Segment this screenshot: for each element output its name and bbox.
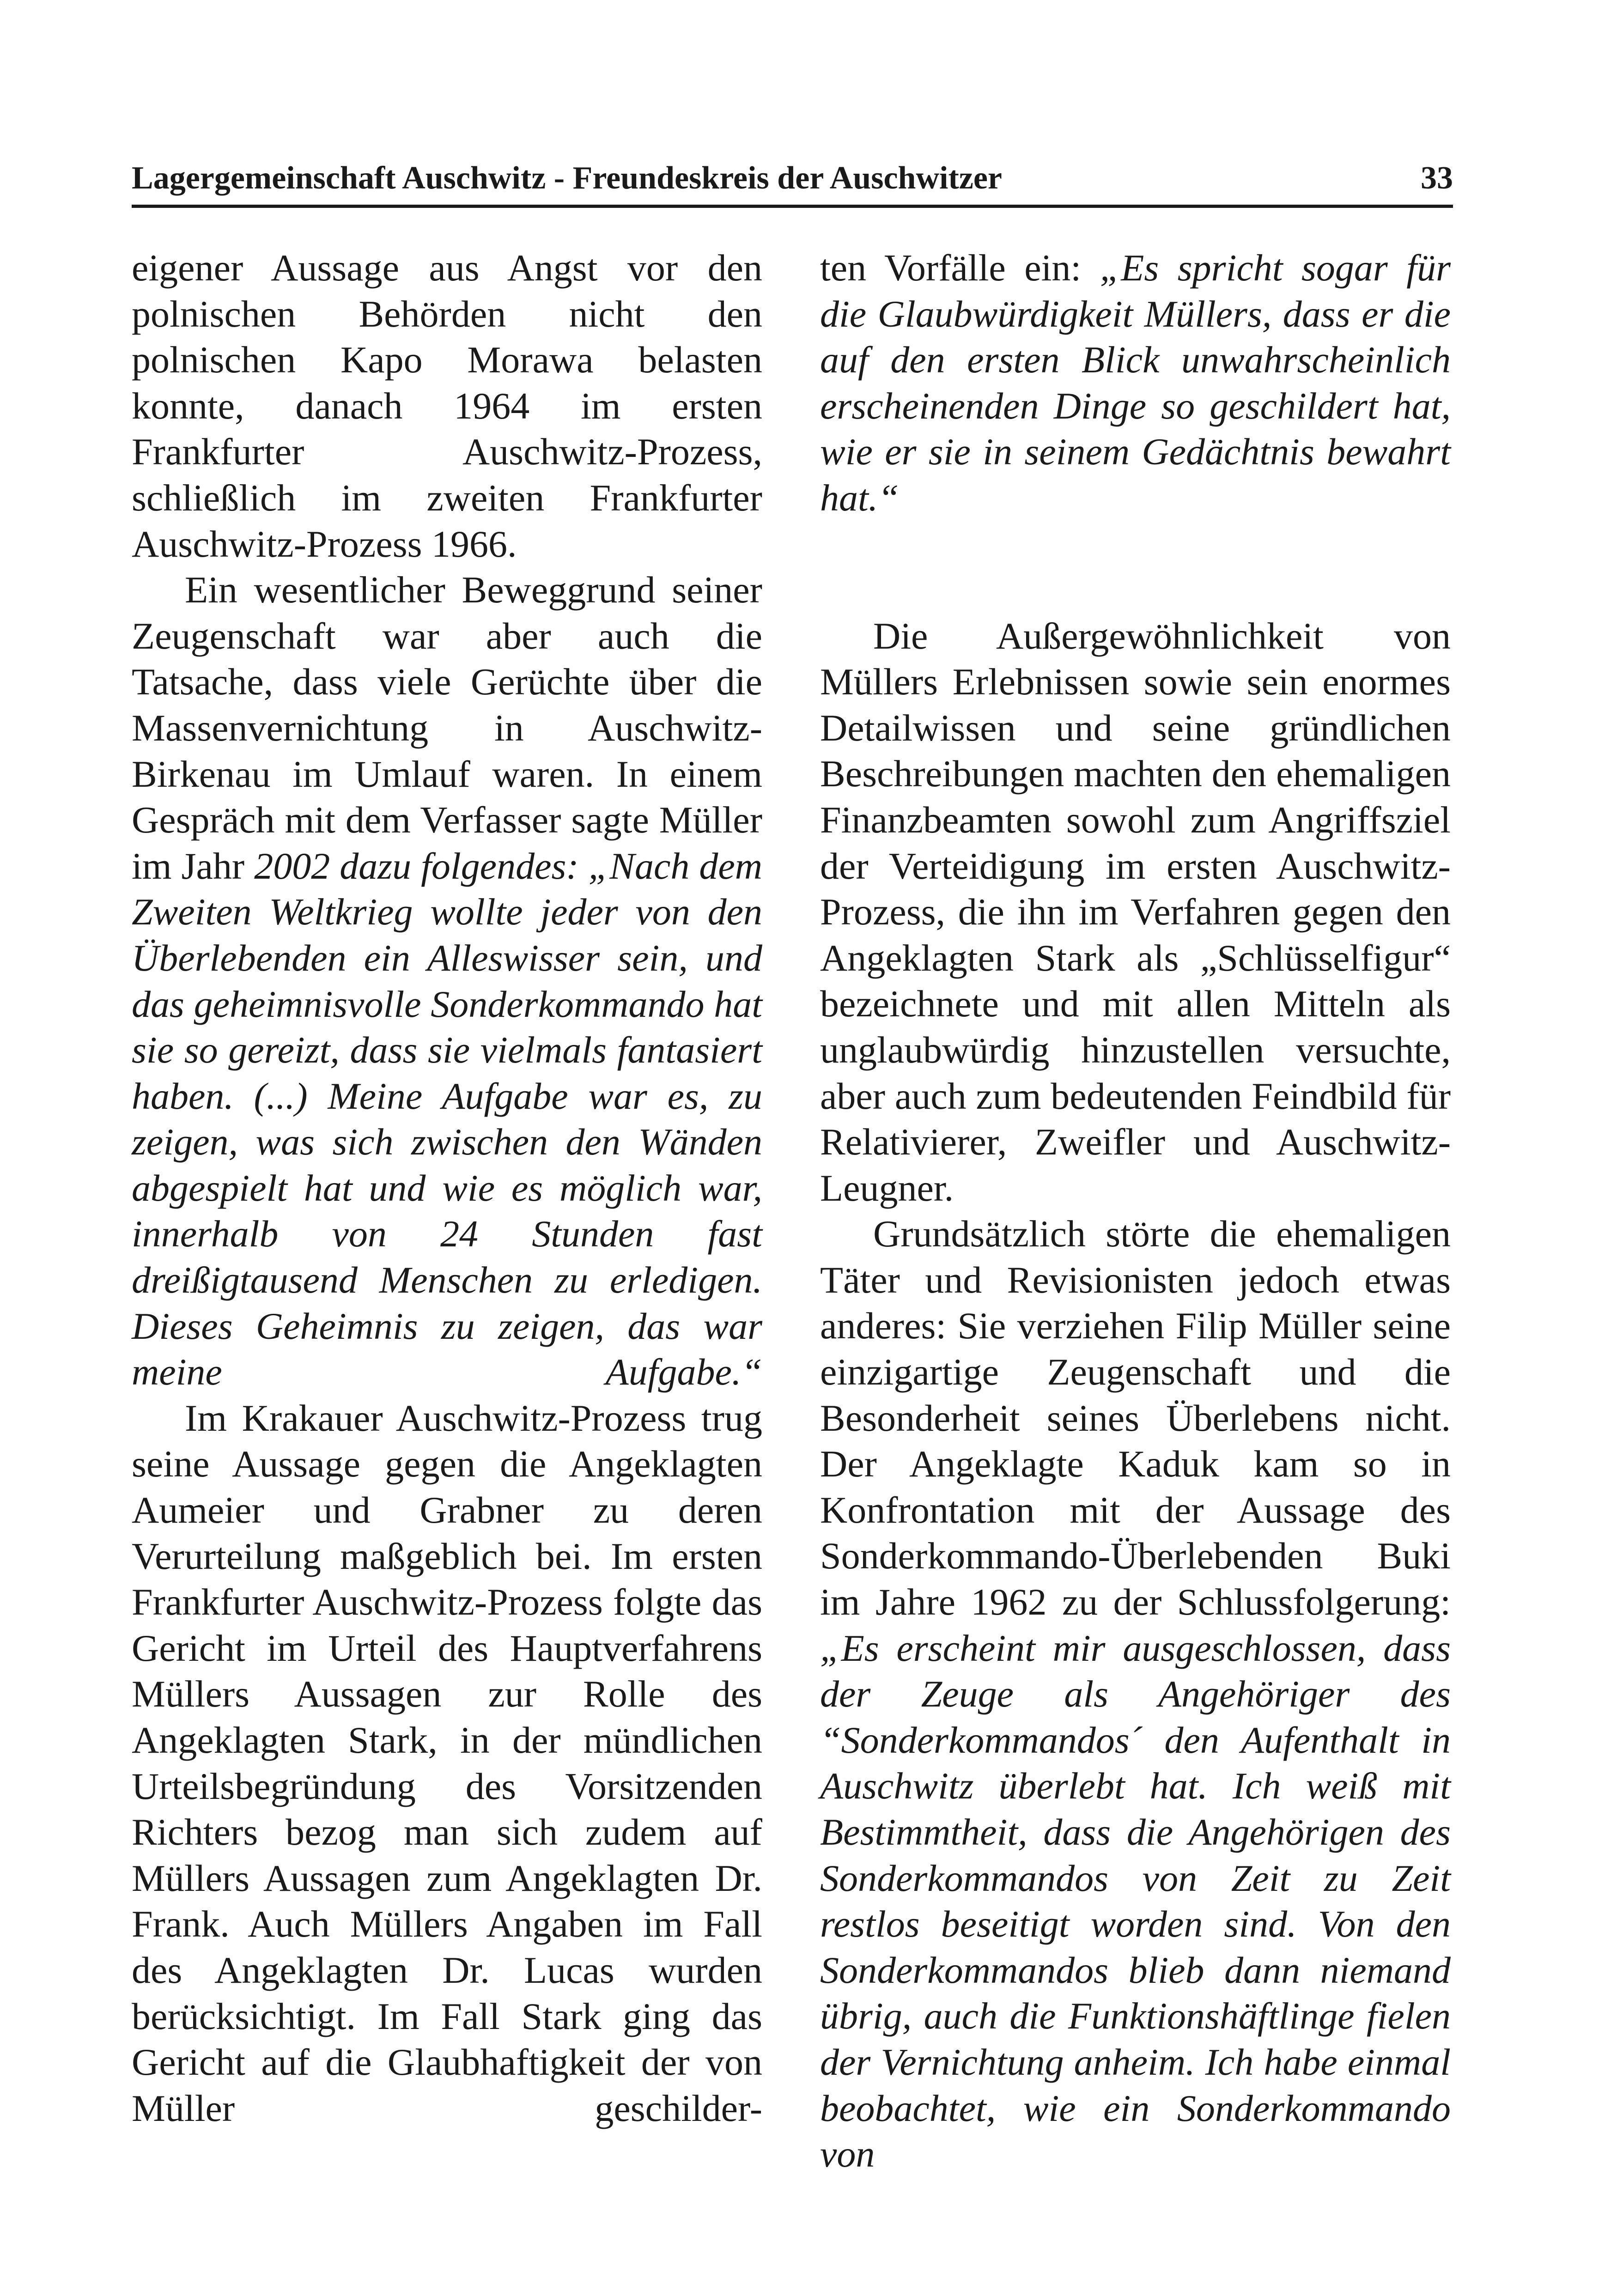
running-title: Lagergemeinschaft Auschwitz - Freundeskreis der Auschwitzer — [132, 160, 1002, 196]
paragraph-3 — [132, 1395, 762, 2132]
paragraph-4-text: ten Vorfälle ein: — [820, 247, 1100, 289]
paragraph-3-text: Im Krakauer Auschwitz-Prozess trug seine Aussage gegen die Angeklagten Aumeier und Grabner zu deren Verurteilung maßgeblich bei. Im ersten Frankfurter Auschwitz-Prozess folgte das Gericht im Urteil des Hauptverfahrens Müllers Aussagen zur Rolle des Angeklagten Stark, in der mündlichen Urteilsbegründung des Vorsitzenden Richters bezog man sich zudem auf Müllers Aussagen zum Angeklagten Dr. Frank. Auch Müllers Angaben im Fall des Angeklagten Dr. Lucas wurden berücksichtigt. Im Fall Stark ging das Gericht auf die Glaubhaftigkeit der von Müller geschilder- — [132, 1397, 762, 2129]
page-header — [132, 152, 1453, 208]
paragraph-5-text: Die Außergewöhnlichkeit von Müllers Erlebnissen sowie sein enormes Detailwissen und seine gründlichen Beschreibungen machten den ehemaligen Finanzbeamten sowohl zum Angriffsziel der Verteidigung im ersten Auschwitz-Prozess, die ihn im Verfahren gegen den Angeklagten Stark als „Schlüsselfigur“ bezeichnete und mit allen Mitteln als unglaubwürdig hinzustellen versuchte, aber auch zum bedeutenden Feindbild für Relativierer, Zweifler und Auschwitz-Leugner. — [820, 614, 1451, 1209]
paragraph-gap — [820, 521, 1451, 613]
paragraph-6-text: Grundsätzlich störte die ehemaligen Täter und Revisionisten jedoch etwas anderes: Sie verziehen Filip Müller seine einzigartige Zeugenschaft und die Besonderheit seines Überlebens nicht. Der Angeklagte Kaduk kam so in Konfrontation mit der Aussage des Sonderkommando-Überlebenden Buki im Jahre 1962 zu der Schlussfolgerung: — [820, 1213, 1451, 1623]
paragraph-4-quote: „Es spricht sogar für die Glaubwürdigkeit Müllers, dass er die auf den ersten Blick unwahrscheinlich erscheinenden Dinge so geschildert hat, wie er sie in seinem Gedächtnis bewahrt hat.“ — [820, 247, 1451, 519]
left-column — [132, 245, 762, 2131]
paragraph-4 — [820, 245, 1451, 521]
paragraph-5 — [820, 613, 1451, 1211]
paragraph-1-text: eigener Aussage aus Angst vor den polnischen Behörden nicht den polnischen Kapo Morawa belasten konnte, danach 1964 im ersten Frankfurter Auschwitz-Prozess, schließlich im zweiten Frankfurter Auschwitz-Prozess 1966. — [132, 247, 762, 565]
paragraph-6 — [820, 1211, 1451, 2177]
paragraph-2-text: Ein wesentlicher Beweggrund seiner Zeugenschaft war aber auch die Tatsache, dass viele Gerüchte über die Massenvernichtung in Auschwitz-Birkenau im Umlauf waren. In einem Gespräch mit dem Verfasser sagte Müller im Jahr — [132, 569, 762, 887]
page-number: 33 — [1421, 160, 1453, 196]
paragraph-1 — [132, 245, 762, 567]
paragraph-2 — [132, 567, 762, 1395]
paragraph-2-quote: 2002 dazu folgendes: „Nach dem Zweiten Weltkrieg wollte jeder von den Überlebenden ein Alleswisser sein, und das geheimnisvolle Sonderkommando hat sie so gereizt, dass sie vielmals fantasiert haben. (...) Meine Aufgabe war es, zu zeigen, was sich zwischen den Wänden abgespielt hat und wie es möglich war, innerhalb von 24 Stunden fast dreißigtausend Menschen zu erledigen. Dieses Geheimnis zu zeigen, das war meine Aufgabe.“ — [132, 844, 762, 1393]
right-column — [820, 245, 1451, 2177]
paragraph-6-quote: „Es erscheint mir ausgeschlossen, dass der Zeuge als Angehöriger des “Sonderkommandos´ den Aufenthalt in Auschwitz überlebt hat. Ich weiß mit Bestimmtheit, dass die Angehörigen des Sonderkommandos von Zeit zu Zeit restlos beseitigt worden sind. Von den Sonderkommandos blieb dann niemand übrig, auch die Funktionshäftlinge fielen der Vernichtung anheim. Ich habe einmal beobachtet, wie ein Sonderkommando von — [820, 1627, 1451, 2175]
